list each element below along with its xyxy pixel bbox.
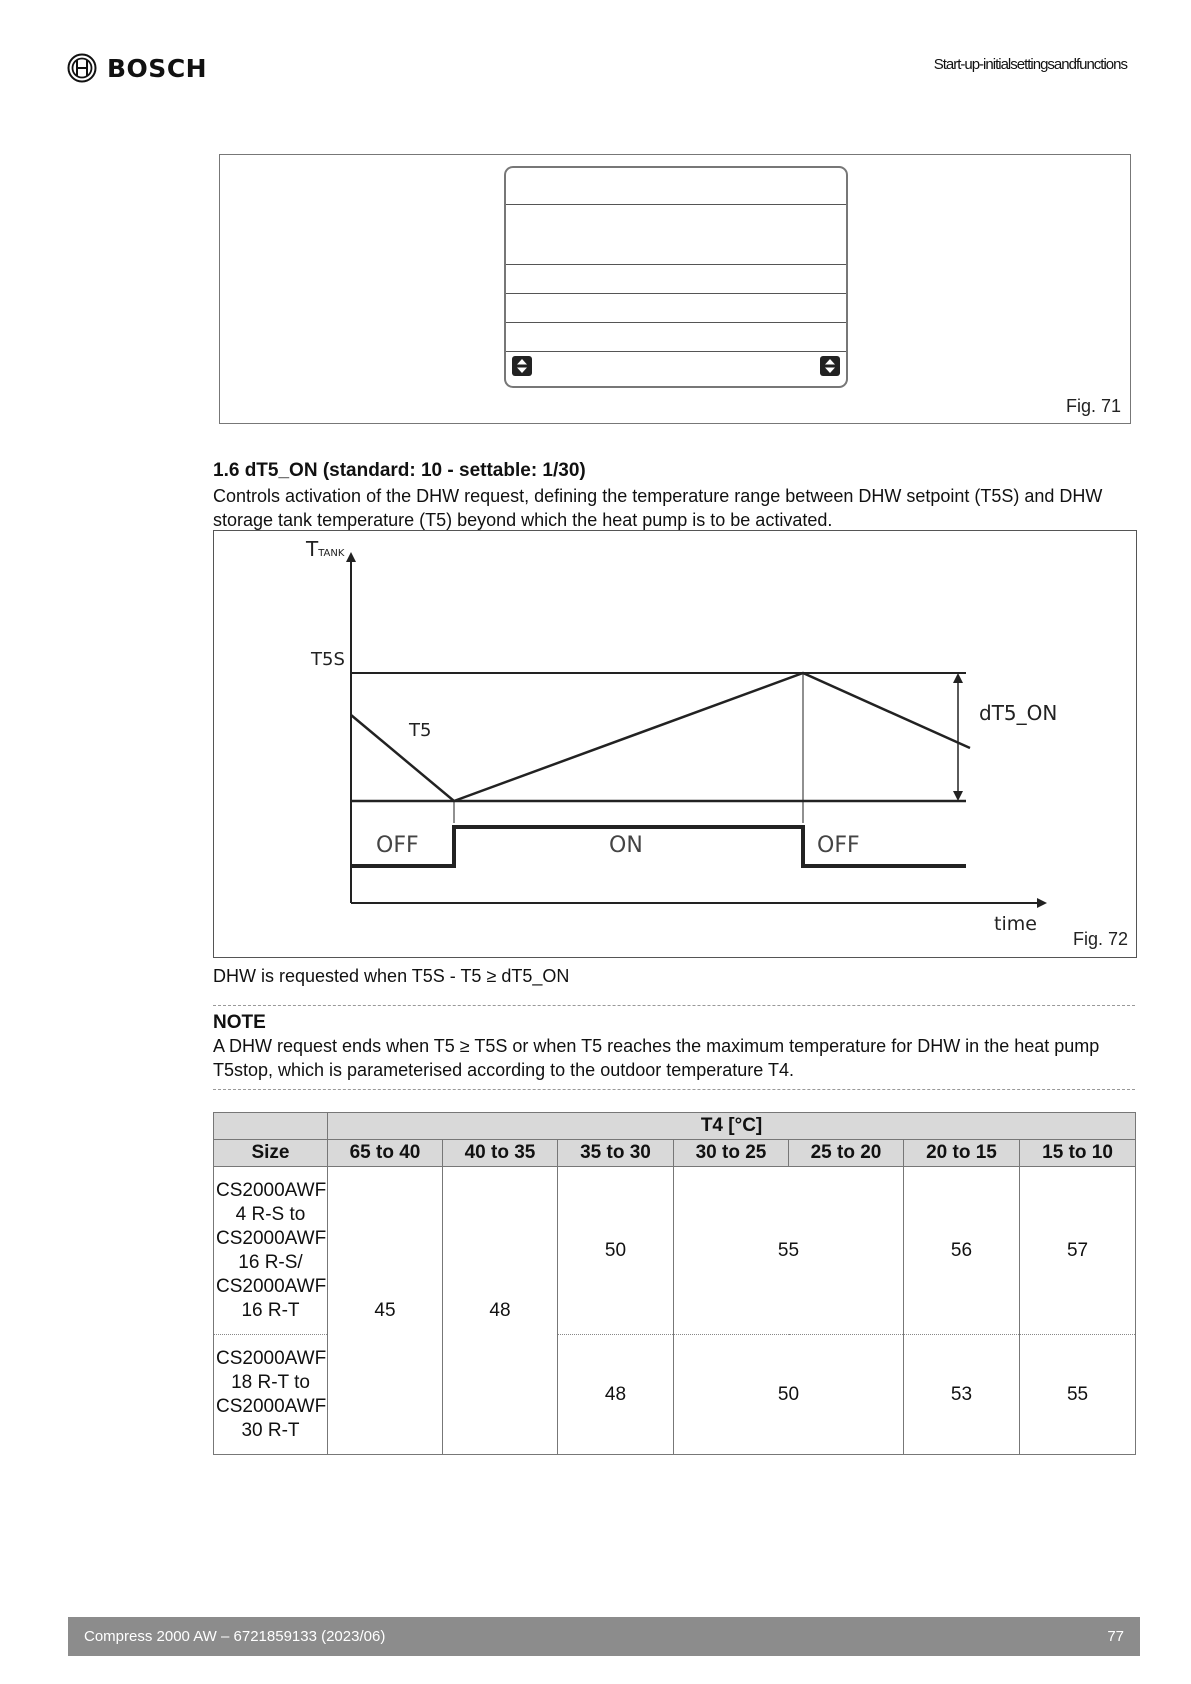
value-cell: 50 bbox=[674, 1335, 904, 1455]
figure-71-label: Fig. 71 bbox=[1065, 396, 1121, 416]
section-paragraph: Controls activation of the DHW request, defining the temperature range between DHW setpoint (T5S) and DHW storage tank temperature (T5) beyond which the heat pump is to be activated. bbox=[213, 486, 1103, 530]
brand-name: BOSCH bbox=[107, 53, 208, 83]
panel-divider bbox=[506, 293, 846, 294]
panel-divider bbox=[506, 204, 846, 205]
state-off-label: OFF bbox=[817, 833, 860, 858]
value-cell: 55 bbox=[674, 1167, 904, 1335]
figure-72-frame bbox=[213, 530, 1137, 958]
value-cell: 56 bbox=[904, 1167, 1020, 1335]
t5stop-table bbox=[213, 1112, 1136, 1455]
header-65-to-40: 65 to 40 bbox=[328, 1140, 443, 1167]
up-down-arrows-icon bbox=[820, 356, 840, 376]
note-bottom-divider bbox=[213, 1089, 1135, 1090]
size-line: 30 R-T bbox=[241, 1419, 300, 1441]
t5-curve bbox=[351, 673, 970, 801]
panel-divider bbox=[506, 322, 846, 323]
up-down-arrows-icon bbox=[512, 356, 532, 376]
header-30-to-25: 30 to 25 bbox=[674, 1140, 789, 1167]
x-axis-arrow-icon bbox=[1037, 898, 1047, 908]
header-40-to-35: 40 to 35 bbox=[443, 1140, 558, 1167]
size-line: CS2000AWF bbox=[216, 1179, 327, 1201]
size-line: 16 R-T bbox=[241, 1299, 300, 1321]
scroll-right-button[interactable] bbox=[820, 356, 840, 376]
y-axis-label bbox=[306, 537, 344, 561]
bosch-logo bbox=[67, 52, 207, 84]
size-line: 4 R-S to bbox=[235, 1203, 306, 1225]
value-cell: 48 bbox=[443, 1167, 558, 1455]
dhw-condition-text: DHW is requested when T5S - T5 ≥ dT5_ON bbox=[213, 966, 570, 986]
value-cell: 45 bbox=[328, 1167, 443, 1455]
bosch-armature-icon bbox=[67, 53, 97, 83]
header-20-to-15: 20 to 15 bbox=[904, 1140, 1020, 1167]
header-35-to-30: 35 to 30 bbox=[558, 1140, 674, 1167]
t5s-label: T5S bbox=[311, 649, 345, 670]
on-off-signal bbox=[351, 827, 966, 866]
size-cell bbox=[214, 1335, 328, 1455]
note-top-divider bbox=[213, 1005, 1135, 1006]
size-line: CS2000AWF bbox=[216, 1347, 327, 1369]
x-axis-label: time bbox=[994, 913, 1037, 935]
figure-72-label: Fig. 72 bbox=[1072, 929, 1128, 949]
value-cell: 48 bbox=[558, 1335, 674, 1455]
size-line: CS2000AWF bbox=[216, 1227, 327, 1249]
table-group-header-row bbox=[214, 1113, 1136, 1140]
scroll-left-button[interactable] bbox=[512, 356, 532, 376]
value-cell: 53 bbox=[904, 1335, 1020, 1455]
dt5-on-label: dT5_ON bbox=[979, 701, 1058, 725]
state-off-label: OFF bbox=[376, 833, 419, 858]
table-row bbox=[214, 1167, 1136, 1335]
section-heading: 1.6 dT5_ON (standard: 10 - settable: 1/30) bbox=[213, 460, 586, 481]
note-heading: NOTE bbox=[213, 1012, 266, 1033]
y-axis-label-sub: TANK bbox=[318, 548, 345, 559]
t4-group-header: T4 [°C] bbox=[328, 1113, 1136, 1140]
dimension-arrow-down-icon bbox=[953, 791, 963, 801]
value-cell: 55 bbox=[1020, 1335, 1136, 1455]
header-25-to-20: 25 to 20 bbox=[789, 1140, 904, 1167]
value-cell: 50 bbox=[558, 1167, 674, 1335]
value-cell: 57 bbox=[1020, 1167, 1136, 1335]
y-axis-label-main: T bbox=[306, 537, 319, 561]
size-line: 18 R-T to bbox=[231, 1371, 310, 1393]
footer-document-id: Compress 2000 AW – 6721859133 (2023/06) bbox=[84, 1628, 386, 1645]
panel-divider bbox=[506, 351, 846, 352]
y-axis-arrow-icon bbox=[346, 552, 356, 562]
t5-label: T5 bbox=[409, 720, 432, 741]
state-on-label: ON bbox=[609, 833, 643, 858]
size-cell bbox=[214, 1167, 328, 1335]
table-header-blank bbox=[214, 1113, 328, 1140]
page-number: 77 bbox=[1107, 1628, 1124, 1645]
header-size: Size bbox=[214, 1140, 328, 1167]
header-section-title: Start-up-initialsettingsandfunctions bbox=[933, 56, 1127, 73]
panel-divider bbox=[506, 264, 846, 265]
size-line: 16 R-S/ bbox=[238, 1251, 303, 1273]
size-line: CS2000AWF bbox=[216, 1275, 327, 1297]
header-15-to-10: 15 to 10 bbox=[1020, 1140, 1136, 1167]
size-line: CS2000AWF bbox=[216, 1395, 327, 1417]
note-text: A DHW request ends when T5 ≥ T5S or when T5 reaches the maximum temperature for DHW in the heat pump T5stop, which is parameterised according to the outdoor temperature T4. bbox=[213, 1036, 1100, 1080]
controller-display-panel bbox=[504, 166, 848, 388]
page-footer bbox=[68, 1617, 1140, 1656]
dhw-activation-diagram bbox=[214, 531, 1138, 959]
dimension-arrow-up-icon bbox=[953, 673, 963, 683]
table-header-row bbox=[214, 1140, 1136, 1167]
